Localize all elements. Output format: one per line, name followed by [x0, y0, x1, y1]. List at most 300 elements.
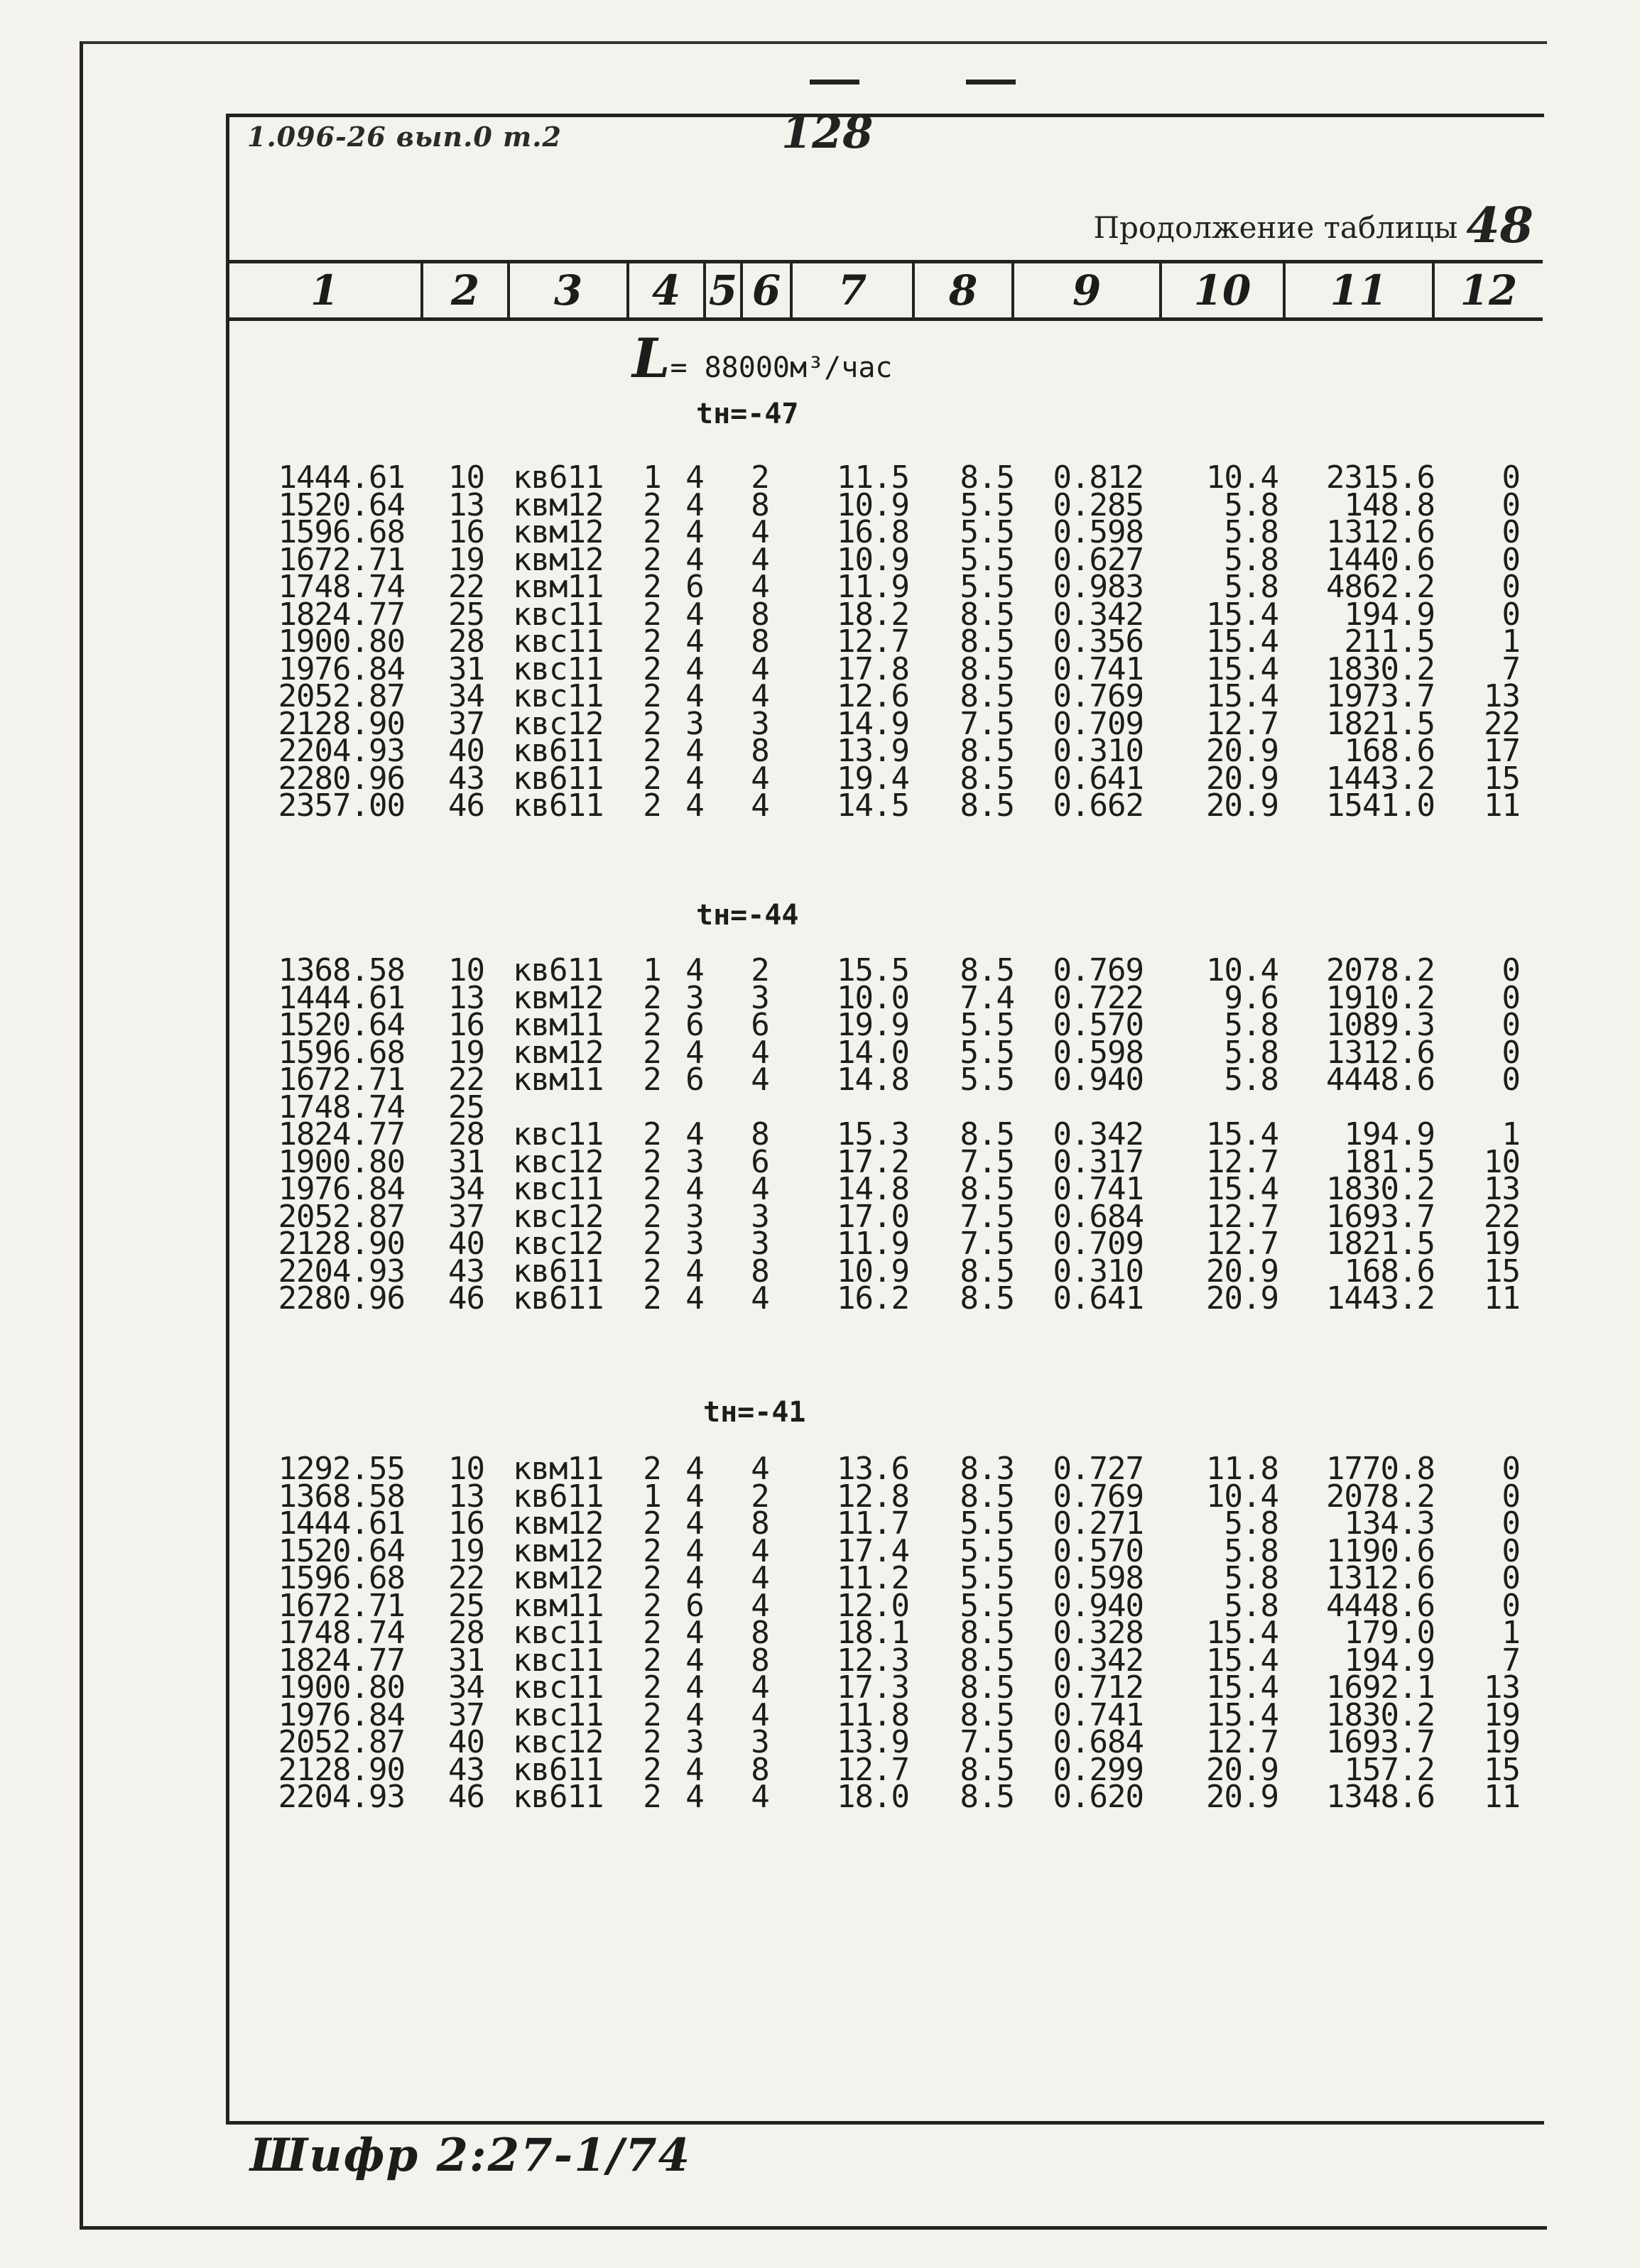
table-cell: 2 — [643, 1642, 661, 1679]
table-cell — [1300, 1096, 1435, 1119]
table-cell: 2052.87 — [278, 1198, 405, 1235]
table-cell: квм11 — [513, 569, 604, 605]
table-cell: 0.684 — [1053, 1198, 1144, 1235]
table-cell: 8 — [751, 1642, 769, 1679]
table-cell: 37 — [448, 1198, 484, 1235]
table-cell: 13.9 — [837, 733, 909, 769]
table-cell: 8.5 — [960, 678, 1014, 714]
table-cell: 0.741 — [1053, 650, 1144, 687]
table-cell: 8 — [751, 733, 769, 769]
column-header: 5 — [703, 263, 740, 317]
table-cell: 16 — [448, 514, 484, 550]
table-cell: 15.4 — [1206, 1116, 1278, 1152]
table-row — [0, 1226, 1640, 1262]
table-cell: 1748.74 — [278, 569, 405, 605]
table-cell: 1312.6 — [1326, 1034, 1435, 1071]
table-cell: кв611 — [513, 1253, 604, 1290]
table-cell: 8.5 — [960, 760, 1014, 797]
table-cell: 4 — [685, 787, 704, 824]
table-cell: 134.3 — [1344, 1505, 1435, 1542]
table-row — [0, 733, 1640, 769]
table-cell: 3 — [751, 705, 769, 742]
airflow-formula — [632, 327, 893, 390]
table-row — [0, 1532, 1640, 1569]
table-cell: 2 — [643, 1669, 661, 1706]
table-cell: 20.9 — [1206, 1253, 1278, 1290]
table-cell: 0 — [1501, 1560, 1520, 1596]
table-cell: 13 — [448, 979, 484, 1016]
table-cell: 6 — [685, 1062, 704, 1098]
table-cell: 40 — [448, 1724, 484, 1760]
table-cell: 10.9 — [837, 1253, 909, 1290]
table-cell: 1443.2 — [1326, 760, 1435, 797]
table-cell: 0 — [1501, 1532, 1520, 1569]
table-cell: 11.9 — [837, 1226, 909, 1262]
table-cell: 8.5 — [960, 1779, 1014, 1815]
table-cell: 15 — [1484, 1751, 1520, 1788]
table-cell: квм12 — [513, 541, 604, 578]
table-cell: 1976.84 — [278, 1171, 405, 1207]
formula-value: = 88000м³/час — [670, 351, 893, 384]
table-cell: 15.4 — [1206, 623, 1278, 660]
table-cell: 8.5 — [960, 459, 1014, 496]
table-cell: 0.709 — [1053, 705, 1144, 742]
table-cell: 1520.64 — [278, 1007, 405, 1043]
table-cell: 10.4 — [1206, 459, 1278, 496]
table-row — [0, 760, 1640, 797]
table-row — [0, 952, 1640, 988]
table-cell: 3 — [751, 1724, 769, 1760]
table-cell: 31 — [448, 1642, 484, 1679]
table-cell: 22 — [448, 569, 484, 605]
table-cell: 7.5 — [960, 1143, 1014, 1180]
table-cell: 8.5 — [960, 787, 1014, 824]
table-row — [0, 1062, 1640, 1098]
table-cell: квс11 — [513, 1615, 604, 1651]
table-cell: 10.9 — [837, 541, 909, 578]
table-cell: 15.3 — [837, 1116, 909, 1152]
table-cell: 0 — [1501, 1451, 1520, 1487]
table-cell: 1976.84 — [278, 1696, 405, 1733]
table-cell: 1 — [1501, 623, 1520, 660]
table-cell: 12.7 — [837, 1751, 909, 1788]
table-cell: 4 — [685, 1478, 704, 1515]
table-cell: 1770.8 — [1326, 1451, 1435, 1487]
table-cell: 4862.2 — [1326, 569, 1435, 605]
table-row — [0, 1724, 1640, 1760]
table-cell: 0 — [1501, 1007, 1520, 1043]
table-cell: 14.5 — [837, 787, 909, 824]
table-cell: 0.342 — [1053, 596, 1144, 633]
table-cell: 5.5 — [960, 1532, 1014, 1569]
table-cell: 2128.90 — [278, 705, 405, 742]
table-cell: 19 — [1484, 1696, 1520, 1733]
table-cell: 5.8 — [1224, 1034, 1278, 1071]
table-cell: 8.5 — [960, 1478, 1014, 1515]
table-cell: 148.8 — [1344, 486, 1435, 523]
header-dash — [810, 80, 859, 84]
table-cell: 8.5 — [960, 952, 1014, 988]
table-cell: 1444.61 — [278, 1505, 405, 1542]
table-cell: 12.8 — [837, 1478, 909, 1515]
table-cell: 18.2 — [837, 596, 909, 633]
table-cell: 2 — [643, 623, 661, 660]
table-cell: 19 — [448, 541, 484, 578]
table-cell: 8 — [751, 1253, 769, 1290]
table-cell: 0.310 — [1053, 1253, 1144, 1290]
document-stamp: 1.096-26 вып.0 т.2 — [247, 121, 562, 153]
table-cell: 43 — [448, 1751, 484, 1788]
table-row — [0, 1451, 1640, 1487]
table-cell: 17 — [1484, 733, 1520, 769]
table-cell: квс11 — [513, 596, 604, 633]
table-cell: 0.722 — [1053, 979, 1144, 1016]
table-cell: 19.9 — [837, 1007, 909, 1043]
table-cell: квс11 — [513, 1171, 604, 1207]
table-cell: 2204.93 — [278, 1779, 405, 1815]
table-cell: 4 — [685, 1642, 704, 1679]
table-cell: 46 — [448, 1280, 484, 1316]
table-cell: 11 — [1484, 1280, 1520, 1316]
table-cell: 4 — [685, 1696, 704, 1733]
table-cell: 168.6 — [1344, 1253, 1435, 1290]
table-cell: 7.5 — [960, 1198, 1014, 1235]
table-cell: 4 — [685, 1116, 704, 1152]
table-row — [0, 1143, 1640, 1180]
table-cell: 8.5 — [960, 1253, 1014, 1290]
table-row — [0, 979, 1640, 1016]
table-cell: 1190.6 — [1326, 1532, 1435, 1569]
table-cell: квм12 — [513, 1560, 604, 1596]
table-cell: 12.3 — [837, 1642, 909, 1679]
table-cell: 1089.3 — [1326, 1007, 1435, 1043]
table-cell: 4 — [685, 459, 704, 496]
document-cipher: Шифр 2:27-1/74 — [250, 2129, 692, 2182]
table-cell: 2 — [643, 1198, 661, 1235]
table-cell: 15.4 — [1206, 1171, 1278, 1207]
table-row — [0, 1669, 1640, 1706]
table-cell: 10 — [1484, 1143, 1520, 1180]
table-row — [0, 678, 1640, 714]
table-cell: 4 — [685, 678, 704, 714]
table-cell: 0 — [1501, 486, 1520, 523]
table-cell: 2 — [643, 541, 661, 578]
table-cell: 3 — [751, 979, 769, 1016]
table-cell: 0 — [1501, 569, 1520, 605]
table-cell: 0 — [1501, 459, 1520, 496]
table-row — [0, 787, 1640, 824]
table-cell: 12.0 — [837, 1587, 909, 1624]
table-cell: 8 — [751, 596, 769, 633]
table-cell: 0.598 — [1053, 514, 1144, 550]
table-cell: 0.741 — [1053, 1696, 1144, 1733]
table-cell: 1 — [643, 459, 661, 496]
table-cell: квс11 — [513, 1642, 604, 1679]
table-cell: 4 — [751, 678, 769, 714]
table-cell: 1910.2 — [1326, 979, 1435, 1016]
table-cell: 10 — [448, 952, 484, 988]
table-cell: 8.5 — [960, 1642, 1014, 1679]
table-row — [0, 1034, 1640, 1071]
table-cell: 8.5 — [960, 1696, 1014, 1733]
table-cell: 1824.77 — [278, 596, 405, 633]
column-header: 8 — [912, 263, 1011, 317]
table-cell: квм12 — [513, 979, 604, 1016]
table-cell: 3 — [685, 1198, 704, 1235]
table-cell: 28 — [448, 1116, 484, 1152]
table-cell: 1312.6 — [1326, 514, 1435, 550]
table-cell: 4 — [685, 1505, 704, 1542]
table-cell: 2 — [643, 1779, 661, 1815]
table-cell: 2 — [751, 459, 769, 496]
table-cell: 0.684 — [1053, 1724, 1144, 1760]
table-cell: 194.9 — [1344, 596, 1435, 633]
table-cell: 1973.7 — [1326, 678, 1435, 714]
table-cell: 19 — [1484, 1724, 1520, 1760]
table-cell: 1672.71 — [278, 1587, 405, 1624]
table-cell: 11.7 — [837, 1505, 909, 1542]
table-cell: 2 — [643, 787, 661, 824]
table-cell: 1976.84 — [278, 650, 405, 687]
table-cell: 10 — [448, 1451, 484, 1487]
column-header: 7 — [790, 263, 912, 317]
table-cell: 31 — [448, 650, 484, 687]
table-row — [0, 596, 1640, 633]
table-cell: 0.342 — [1053, 1116, 1144, 1152]
table-cell: квм12 — [513, 1034, 604, 1071]
table-cell: 12.7 — [1206, 1724, 1278, 1760]
table-row — [0, 650, 1640, 687]
table-cell: 11 — [1484, 787, 1520, 824]
table-row — [0, 1696, 1640, 1733]
table-cell: 22 — [1484, 705, 1520, 742]
table-cell: 194.9 — [1344, 1642, 1435, 1679]
table-cell: 1292.55 — [278, 1451, 405, 1487]
table-cell: 8.5 — [960, 733, 1014, 769]
table-cell: 31 — [448, 1143, 484, 1180]
table-cell: 4 — [751, 1280, 769, 1316]
table-row — [0, 1560, 1640, 1596]
table-cell: 0.641 — [1053, 1280, 1144, 1316]
table-cell: 5.5 — [960, 486, 1014, 523]
table-cell: 2 — [643, 1007, 661, 1043]
table-cell: 1368.58 — [278, 1478, 405, 1515]
table-cell: 7.5 — [960, 1226, 1014, 1262]
table-cell: 2 — [643, 1280, 661, 1316]
table-cell: квс11 — [513, 650, 604, 687]
table-cell: 8 — [751, 1505, 769, 1542]
table-cell: 34 — [448, 678, 484, 714]
column-header: 10 — [1159, 263, 1283, 317]
table-cell: 2 — [643, 678, 661, 714]
table-cell: 5.8 — [1224, 569, 1278, 605]
table-cell: 11.8 — [1206, 1451, 1278, 1487]
table-cell: 1443.2 — [1326, 1280, 1435, 1316]
table-cell: 0.727 — [1053, 1451, 1144, 1487]
table-cell: 2 — [643, 1532, 661, 1569]
table-cell: 2 — [643, 1696, 661, 1733]
table-cell: 0.769 — [1053, 1478, 1144, 1515]
table-cell: 1672.71 — [278, 1062, 405, 1098]
table-cell: 1 — [643, 952, 661, 988]
table-cell: 13 — [1484, 1171, 1520, 1207]
table-cell: 4 — [685, 733, 704, 769]
table-cell: 1444.61 — [278, 459, 405, 496]
table-cell: 4 — [685, 760, 704, 797]
table-cell: 0 — [1501, 1505, 1520, 1542]
table-cell: 0.342 — [1053, 1642, 1144, 1679]
table-cell: 2 — [643, 569, 661, 605]
table-cell: кв611 — [513, 1779, 604, 1815]
section-title: tн=-41 — [703, 1396, 806, 1429]
table-cell: 0.620 — [1053, 1779, 1144, 1815]
table-cell: 5.5 — [960, 1587, 1014, 1624]
table-cell: 211.5 — [1344, 623, 1435, 660]
table-row — [0, 569, 1640, 605]
table-row — [0, 1751, 1640, 1788]
table-cell: 16.8 — [837, 514, 909, 550]
table-row — [0, 459, 1640, 496]
table-cell: 8.5 — [960, 1280, 1014, 1316]
table-cell: 14.0 — [837, 1034, 909, 1071]
table-cell: 0 — [1501, 1034, 1520, 1071]
table-cell: 8.5 — [960, 650, 1014, 687]
table-cell: 0.940 — [1053, 1062, 1144, 1098]
table-cell: 0.285 — [1053, 486, 1144, 523]
table-cell: 157.2 — [1344, 1751, 1435, 1788]
table-cell: 4 — [751, 787, 769, 824]
table-cell: 0.570 — [1053, 1532, 1144, 1569]
table-cell: 0.328 — [1053, 1615, 1144, 1651]
table-cell: 2 — [643, 1034, 661, 1071]
table-cell: 2 — [643, 705, 661, 742]
table-cell: 5.5 — [960, 541, 1014, 578]
column-header: 6 — [740, 263, 790, 317]
table-cell: 4 — [751, 650, 769, 687]
table-cell: 1 — [1501, 1615, 1520, 1651]
table-cell: 6 — [685, 569, 704, 605]
table-cell: 0.741 — [1053, 1171, 1144, 1207]
table-cell: 2204.93 — [278, 1253, 405, 1290]
table-cell: 1900.80 — [278, 1143, 405, 1180]
table-row — [0, 1089, 1640, 1125]
table-cell: 1520.64 — [278, 486, 405, 523]
table-cell: 1821.5 — [1326, 1226, 1435, 1262]
table-cell: 37 — [448, 1696, 484, 1733]
table-cell: 1830.2 — [1326, 650, 1435, 687]
table-cell: квм11 — [513, 1007, 604, 1043]
table-cell: 8.5 — [960, 1171, 1014, 1207]
table-cell: квс11 — [513, 623, 604, 660]
section-title: tн=-47 — [696, 398, 799, 430]
table-cell: 1440.6 — [1326, 541, 1435, 578]
table-cell: кв611 — [513, 459, 604, 496]
table-cell: 37 — [448, 705, 484, 742]
table-cell: 34 — [448, 1171, 484, 1207]
table-cell: кв611 — [513, 952, 604, 988]
table-cell: 18.0 — [837, 1779, 909, 1815]
table-cell: 0.712 — [1053, 1669, 1144, 1706]
table-cell: 0.769 — [1053, 678, 1144, 714]
table-cell: 4 — [685, 1451, 704, 1487]
table-cell: 4 — [685, 1560, 704, 1596]
table-row — [0, 1615, 1640, 1651]
table-cell: 8.5 — [960, 1116, 1014, 1152]
table-cell: 0 — [1501, 1478, 1520, 1515]
table-cell: 19.4 — [837, 760, 909, 797]
table-cell: 25 — [448, 1587, 484, 1624]
table-cell: 2078.2 — [1326, 1478, 1435, 1515]
table-cell: 0.627 — [1053, 541, 1144, 578]
table-cell: 8 — [751, 486, 769, 523]
table-cell: 0 — [1501, 1062, 1520, 1098]
table-cell: 40 — [448, 1226, 484, 1262]
table-cell: 0 — [1501, 1587, 1520, 1624]
section-title: tн=-44 — [696, 899, 799, 932]
table-cell: 2204.93 — [278, 733, 405, 769]
table-cell: 20.9 — [1206, 760, 1278, 797]
table-cell: 13 — [1484, 678, 1520, 714]
table-cell: 14.9 — [837, 705, 909, 742]
table-cell: 0.310 — [1053, 733, 1144, 769]
table-cell: квс12 — [513, 705, 604, 742]
table-cell: 25 — [448, 596, 484, 633]
column-header: 12 — [1432, 263, 1543, 317]
table-cell: квс12 — [513, 1226, 604, 1262]
table-cell: 4 — [751, 1034, 769, 1071]
table-cell: 17.2 — [837, 1143, 909, 1180]
table-cell: 2 — [643, 1226, 661, 1262]
table-cell: 10.4 — [1206, 952, 1278, 988]
table-cell: 3 — [685, 979, 704, 1016]
table-cell: 0.709 — [1053, 1226, 1144, 1262]
table-cell: 5.8 — [1224, 486, 1278, 523]
column-header: 9 — [1011, 263, 1159, 317]
table-cell: 1824.77 — [278, 1116, 405, 1152]
table-cell: кв611 — [513, 760, 604, 797]
table-cell: 10.4 — [1206, 1478, 1278, 1515]
table-cell: 5.8 — [1224, 1062, 1278, 1098]
table-row — [0, 1253, 1640, 1290]
table-cell: 5.5 — [960, 1034, 1014, 1071]
table-cell: 4 — [685, 1615, 704, 1651]
table-cell: 0.598 — [1053, 1034, 1144, 1071]
table-cell — [1179, 1096, 1278, 1119]
table-cell: 6 — [751, 1143, 769, 1180]
table-cell: квм12 — [513, 1532, 604, 1569]
table-cell: 8.5 — [960, 596, 1014, 633]
table-cell: квс12 — [513, 1143, 604, 1180]
page-number: 128 — [781, 107, 874, 158]
table-row — [0, 1587, 1640, 1624]
table-cell: квс11 — [513, 678, 604, 714]
table-cell: 2052.87 — [278, 1724, 405, 1760]
table-cell: 2 — [643, 1451, 661, 1487]
table-cell: 2 — [643, 1062, 661, 1098]
table-cell: 0.317 — [1053, 1143, 1144, 1180]
table-row — [0, 1007, 1640, 1043]
column-header: 2 — [420, 263, 507, 317]
table-cell: 0 — [1501, 979, 1520, 1016]
table-cell: 2 — [643, 1171, 661, 1207]
table-cell: 14.8 — [837, 1171, 909, 1207]
header-dash — [966, 80, 1016, 84]
table-cell: 19 — [1484, 1226, 1520, 1262]
table-cell: 5.8 — [1224, 1560, 1278, 1596]
table-cell: 11.5 — [837, 459, 909, 496]
table-cell: 194.9 — [1344, 1116, 1435, 1152]
table-cell: 20.9 — [1206, 787, 1278, 824]
